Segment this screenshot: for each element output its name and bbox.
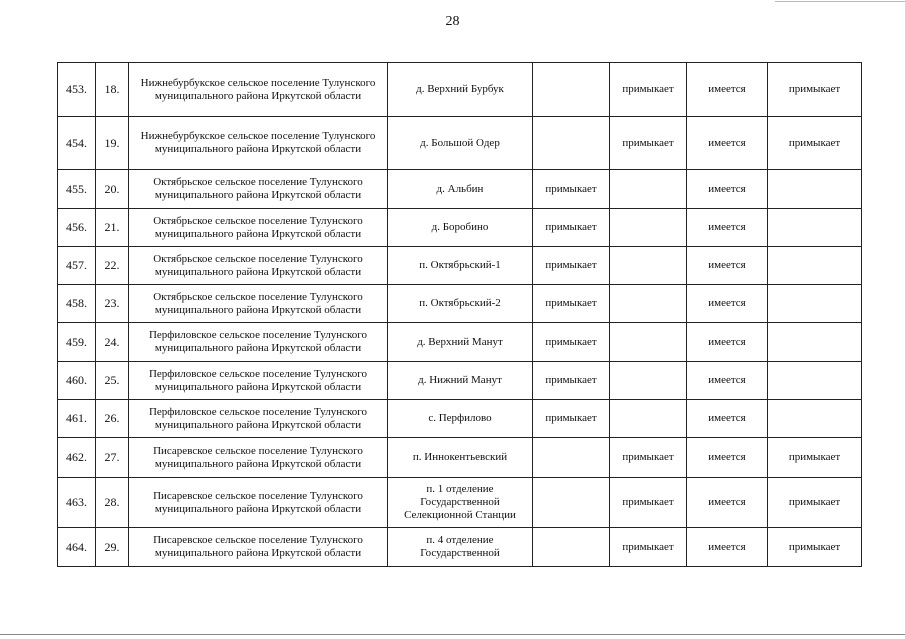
adjacency-cell-3: примыкает (768, 528, 862, 567)
settlement-name: Перфиловское сельское поселение Тулунского муниципального района Иркутской области (129, 362, 388, 400)
availability-cell: имеется (687, 209, 768, 247)
adjacency-cell-2: примыкает (610, 117, 687, 170)
row-number: 456. (58, 209, 96, 247)
row-number: 463. (58, 478, 96, 528)
adjacency-cell (533, 478, 610, 528)
adjacency-cell-3 (768, 400, 862, 438)
table-row (58, 438, 862, 478)
settlements-table (57, 62, 862, 567)
adjacency-cell-2 (610, 285, 687, 323)
bottom-rule (0, 634, 905, 635)
settlement-name: Перфиловское сельское поселение Тулунского муниципального района Иркутской области (129, 400, 388, 438)
table-row (58, 247, 862, 285)
locality-name: д. Альбин (388, 170, 533, 209)
sub-number: 18. (96, 63, 129, 117)
page-number: 28 (445, 14, 460, 29)
adjacency-cell (533, 63, 610, 117)
locality-name: п. Октябрьский-1 (388, 247, 533, 285)
locality-name: п. 1 отделение Государственной Селекционной Станции (388, 478, 533, 528)
adjacency-cell-3: примыкает (768, 63, 862, 117)
row-number: 461. (58, 400, 96, 438)
row-number: 464. (58, 528, 96, 567)
settlement-name: Октябрьское сельское поселение Тулунского муниципального района Иркутской области (129, 285, 388, 323)
availability-cell: имеется (687, 170, 768, 209)
adjacency-cell: примыкает (533, 170, 610, 209)
adjacency-cell-2 (610, 247, 687, 285)
adjacency-cell-3 (768, 285, 862, 323)
locality-name: д. Верхний Манут (388, 323, 533, 362)
adjacency-cell-3 (768, 362, 862, 400)
row-number: 457. (58, 247, 96, 285)
locality-name: п. Иннокентьевский (388, 438, 533, 478)
availability-cell: имеется (687, 117, 768, 170)
settlement-name: Перфиловское сельское поселение Тулунского муниципального района Иркутской области (129, 323, 388, 362)
adjacency-cell-3: примыкает (768, 117, 862, 170)
table-row (58, 209, 862, 247)
locality-name: д. Нижний Манут (388, 362, 533, 400)
sub-number: 24. (96, 323, 129, 362)
sub-number: 21. (96, 209, 129, 247)
row-number: 455. (58, 170, 96, 209)
adjacency-cell-2 (610, 209, 687, 247)
adjacency-cell-3: примыкает (768, 438, 862, 478)
sub-number: 29. (96, 528, 129, 567)
adjacency-cell-3 (768, 247, 862, 285)
adjacency-cell-2: примыкает (610, 63, 687, 117)
adjacency-cell-2 (610, 170, 687, 209)
locality-name: с. Перфилово (388, 400, 533, 438)
adjacency-cell-3: примыкает (768, 478, 862, 528)
locality-name: п. Октябрьский-2 (388, 285, 533, 323)
sub-number: 20. (96, 170, 129, 209)
row-number: 458. (58, 285, 96, 323)
table-row (58, 362, 862, 400)
availability-cell: имеется (687, 323, 768, 362)
settlement-name: Писаревское сельское поселение Тулунского муниципального района Иркутской области (129, 478, 388, 528)
table-body (58, 63, 862, 567)
adjacency-cell-2 (610, 362, 687, 400)
adjacency-cell-2 (610, 323, 687, 362)
adjacency-cell (533, 438, 610, 478)
top-rule (775, 1, 905, 2)
table-row (58, 323, 862, 362)
row-number: 453. (58, 63, 96, 117)
locality-name: д. Большой Одер (388, 117, 533, 170)
sub-number: 22. (96, 247, 129, 285)
adjacency-cell: примыкает (533, 362, 610, 400)
adjacency-cell-2: примыкает (610, 438, 687, 478)
adjacency-cell: примыкает (533, 247, 610, 285)
adjacency-cell-2: примыкает (610, 478, 687, 528)
sub-number: 19. (96, 117, 129, 170)
table-row (58, 528, 862, 567)
table-row (58, 117, 862, 170)
adjacency-cell (533, 117, 610, 170)
availability-cell: имеется (687, 528, 768, 567)
sub-number: 28. (96, 478, 129, 528)
availability-cell: имеется (687, 478, 768, 528)
availability-cell: имеется (687, 438, 768, 478)
sub-number: 23. (96, 285, 129, 323)
table-row (58, 63, 862, 117)
settlement-name: Нижнебурбукское сельское поселение Тулунского муниципального района Иркутской области (129, 117, 388, 170)
adjacency-cell: примыкает (533, 209, 610, 247)
availability-cell: имеется (687, 362, 768, 400)
settlement-name: Октябрьское сельское поселение Тулунского муниципального района Иркутской области (129, 170, 388, 209)
locality-name: п. 4 отделение Государственной (388, 528, 533, 567)
availability-cell: имеется (687, 400, 768, 438)
adjacency-cell: примыкает (533, 323, 610, 362)
settlement-name: Писаревское сельское поселение Тулунского муниципального района Иркутской области (129, 528, 388, 567)
adjacency-cell-2: примыкает (610, 528, 687, 567)
settlement-name: Писаревское сельское поселение Тулунского муниципального района Иркутской области (129, 438, 388, 478)
table-row (58, 285, 862, 323)
sub-number: 25. (96, 362, 129, 400)
adjacency-cell-3 (768, 323, 862, 362)
sub-number: 26. (96, 400, 129, 438)
row-number: 454. (58, 117, 96, 170)
availability-cell: имеется (687, 247, 768, 285)
adjacency-cell-3 (768, 170, 862, 209)
adjacency-cell-2 (610, 400, 687, 438)
availability-cell: имеется (687, 63, 768, 117)
locality-name: д. Верхний Бурбук (388, 63, 533, 117)
row-number: 460. (58, 362, 96, 400)
adjacency-cell: примыкает (533, 400, 610, 438)
settlement-name: Октябрьское сельское поселение Тулунского муниципального района Иркутской области (129, 209, 388, 247)
table-row (58, 170, 862, 209)
row-number: 462. (58, 438, 96, 478)
table-row (58, 400, 862, 438)
table-row (58, 478, 862, 528)
settlement-name: Нижнебурбукское сельское поселение Тулунского муниципального района Иркутской области (129, 63, 388, 117)
locality-name: д. Боробино (388, 209, 533, 247)
row-number: 459. (58, 323, 96, 362)
settlement-name: Октябрьское сельское поселение Тулунского муниципального района Иркутской области (129, 247, 388, 285)
sub-number: 27. (96, 438, 129, 478)
adjacency-cell-3 (768, 209, 862, 247)
adjacency-cell (533, 528, 610, 567)
adjacency-cell: примыкает (533, 285, 610, 323)
availability-cell: имеется (687, 285, 768, 323)
